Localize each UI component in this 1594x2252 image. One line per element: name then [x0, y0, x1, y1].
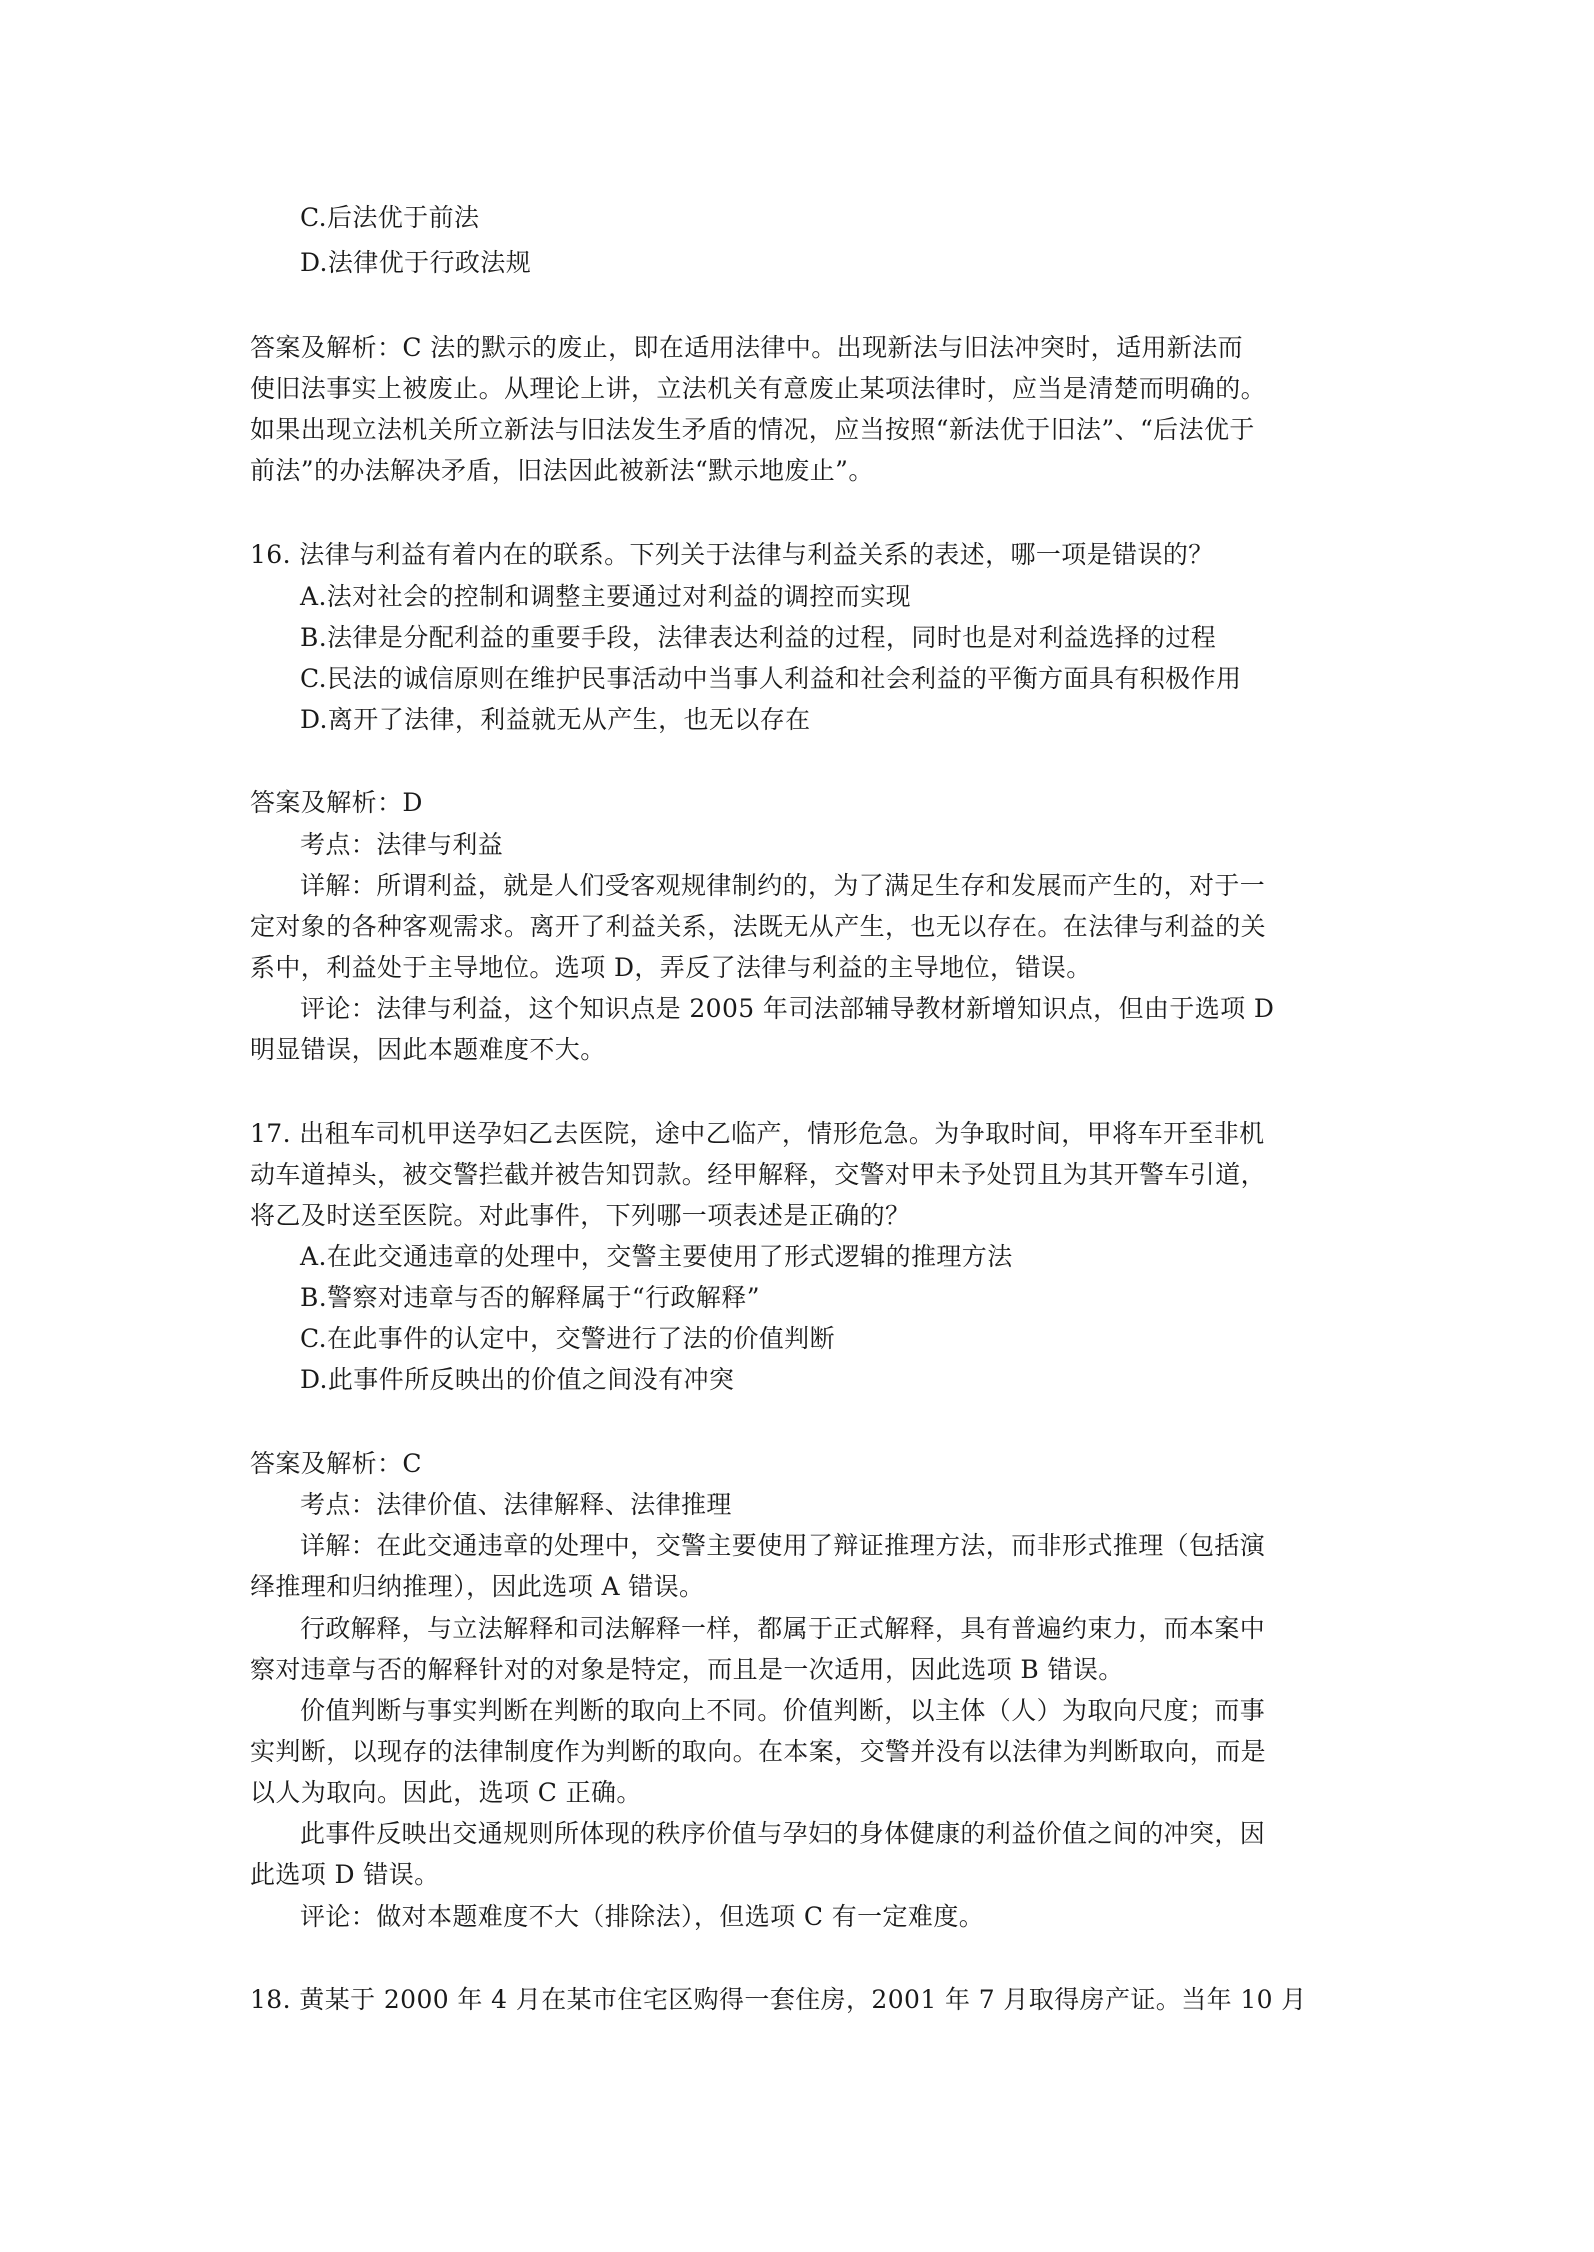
- q17-kaodian: 考点：法律价值、法律解释、法律推理: [300, 1490, 732, 1519]
- q17-option-d: D.此事件所反映出的价值之间没有冲突: [300, 1365, 735, 1394]
- q15-answer-line-4: 前法”的办法解决矛盾，旧法因此被新法“默示地废止”。: [250, 456, 874, 485]
- q16-option-d: D.离开了法律，利益就无从产生，也无以存在: [300, 705, 811, 734]
- q17-comment: 评论：做对本题难度不大（排除法），但选项 C 有一定难度。: [300, 1902, 985, 1931]
- q15-answer-line-1: 答案及解析：C 法的默示的废止，即在适用法律中。出现新法与旧法冲突时，适用新法而: [250, 333, 1244, 362]
- q16-detail-line-3: 系中，利益处于主导地位。选项 D，弄反了法律与利益的主导地位，错误。: [250, 953, 1092, 982]
- q17-detail-c-line-2: 实判断，以现存的法律制度作为判断的取向。在本案，交警并没有以法律为判断取向，而是: [250, 1737, 1267, 1766]
- q16-detail-line-1: 详解：所谓利益，就是人们受客观规律制约的，为了满足生存和发展而产生的，对于一: [300, 871, 1266, 900]
- q17-option-c: C.在此事件的认定中，交警进行了法的价值判断: [300, 1324, 835, 1353]
- q15-answer-line-2: 使旧法事实上被废止。从理论上讲，立法机关有意废止某项法律时，应当是清楚而明确的。: [250, 374, 1267, 403]
- q17-detail-a-line-1: 详解：在此交通违章的处理中，交警主要使用了辩证推理方法，而非形式推理（包括演: [300, 1531, 1266, 1560]
- q16-comment-line-2: 明显错误，因此本题难度不大。: [250, 1035, 606, 1064]
- q15-answer-line-3: 如果出现立法机关所立新法与旧法发生矛盾的情况，应当按照“新法优于旧法”、“后法优于: [250, 415, 1255, 444]
- q17-detail-d-line-2: 此选项 D 错误。: [250, 1860, 440, 1889]
- q17-detail-c-line-1: 价值判断与事实判断在判断的取向上不同。价值判断，以主体（人）为取向尺度；而事: [300, 1696, 1266, 1725]
- q17-answer: 答案及解析：C: [250, 1449, 422, 1478]
- q15-option-d: D.法律优于行政法规: [300, 248, 532, 277]
- q16-stem: 16. 法律与利益有着内在的联系。下列关于法律与利益关系的表述，哪一项是错误的？: [250, 540, 1214, 569]
- q16-option-a: A.法对社会的控制和调整主要通过对利益的调控而实现: [300, 582, 912, 611]
- q16-option-c: C.民法的诚信原则在维护民事活动中当事人利益和社会利益的平衡方面具有积极作用: [300, 664, 1242, 693]
- q17-detail-b-line-2: 察对违章与否的解释针对的对象是特定，而且是一次适用，因此选项 B 错误。: [250, 1655, 1124, 1684]
- q18-stem: 18. 黄某于 2000 年 4 月在某市住宅区购得一套住房，2001 年 7 月取得房产证。当年 10 月: [250, 1985, 1307, 2014]
- q17-option-b: B.警察对违章与否的解释属于“行政解释”: [300, 1283, 760, 1312]
- q17-detail-a-line-2: 绎推理和归纳推理），因此选项 A 错误。: [250, 1572, 705, 1601]
- q16-option-b: B.法律是分配利益的重要手段，法律表达利益的过程，同时也是对利益选择的过程: [300, 623, 1217, 652]
- q16-detail-line-2: 定对象的各种客观需求。离开了利益关系，法既无从产生，也无以存在。在法律与利益的关: [250, 912, 1267, 941]
- q17-option-a: A.在此交通违章的处理中，交警主要使用了形式逻辑的推理方法: [300, 1242, 1013, 1271]
- q17-detail-d-line-1: 此事件反映出交通规则所体现的秩序价值与孕妇的身体健康的利益价值之间的冲突，因: [300, 1819, 1266, 1848]
- q17-detail-b-line-1: 行政解释，与立法解释和司法解释一样，都属于正式解释，具有普遍约束力，而本案中: [300, 1614, 1266, 1643]
- q17-stem-line-2: 动车道掉头，被交警拦截并被告知罚款。经甲解释，交警对甲未予处罚且为其开警车引道，: [250, 1160, 1267, 1189]
- q16-kaodian: 考点：法律与利益: [300, 830, 504, 859]
- q16-comment-line-1: 评论：法律与利益，这个知识点是 2005 年司法部辅导教材新增知识点，但由于选项 D: [300, 994, 1275, 1023]
- q17-stem-line-3: 将乙及时送至医院。对此事件，下列哪一项表述是正确的？: [250, 1201, 911, 1230]
- q17-stem-line-1: 17. 出租车司机甲送孕妇乙去医院，途中乙临产，情形危急。为争取时间，甲将车开至非机: [250, 1119, 1265, 1148]
- q17-detail-c-line-3: 以人为取向。因此，选项 C 正确。: [250, 1778, 642, 1807]
- q16-answer: 答案及解析：D: [250, 788, 423, 817]
- q15-option-c: C.后法优于前法: [300, 203, 480, 232]
